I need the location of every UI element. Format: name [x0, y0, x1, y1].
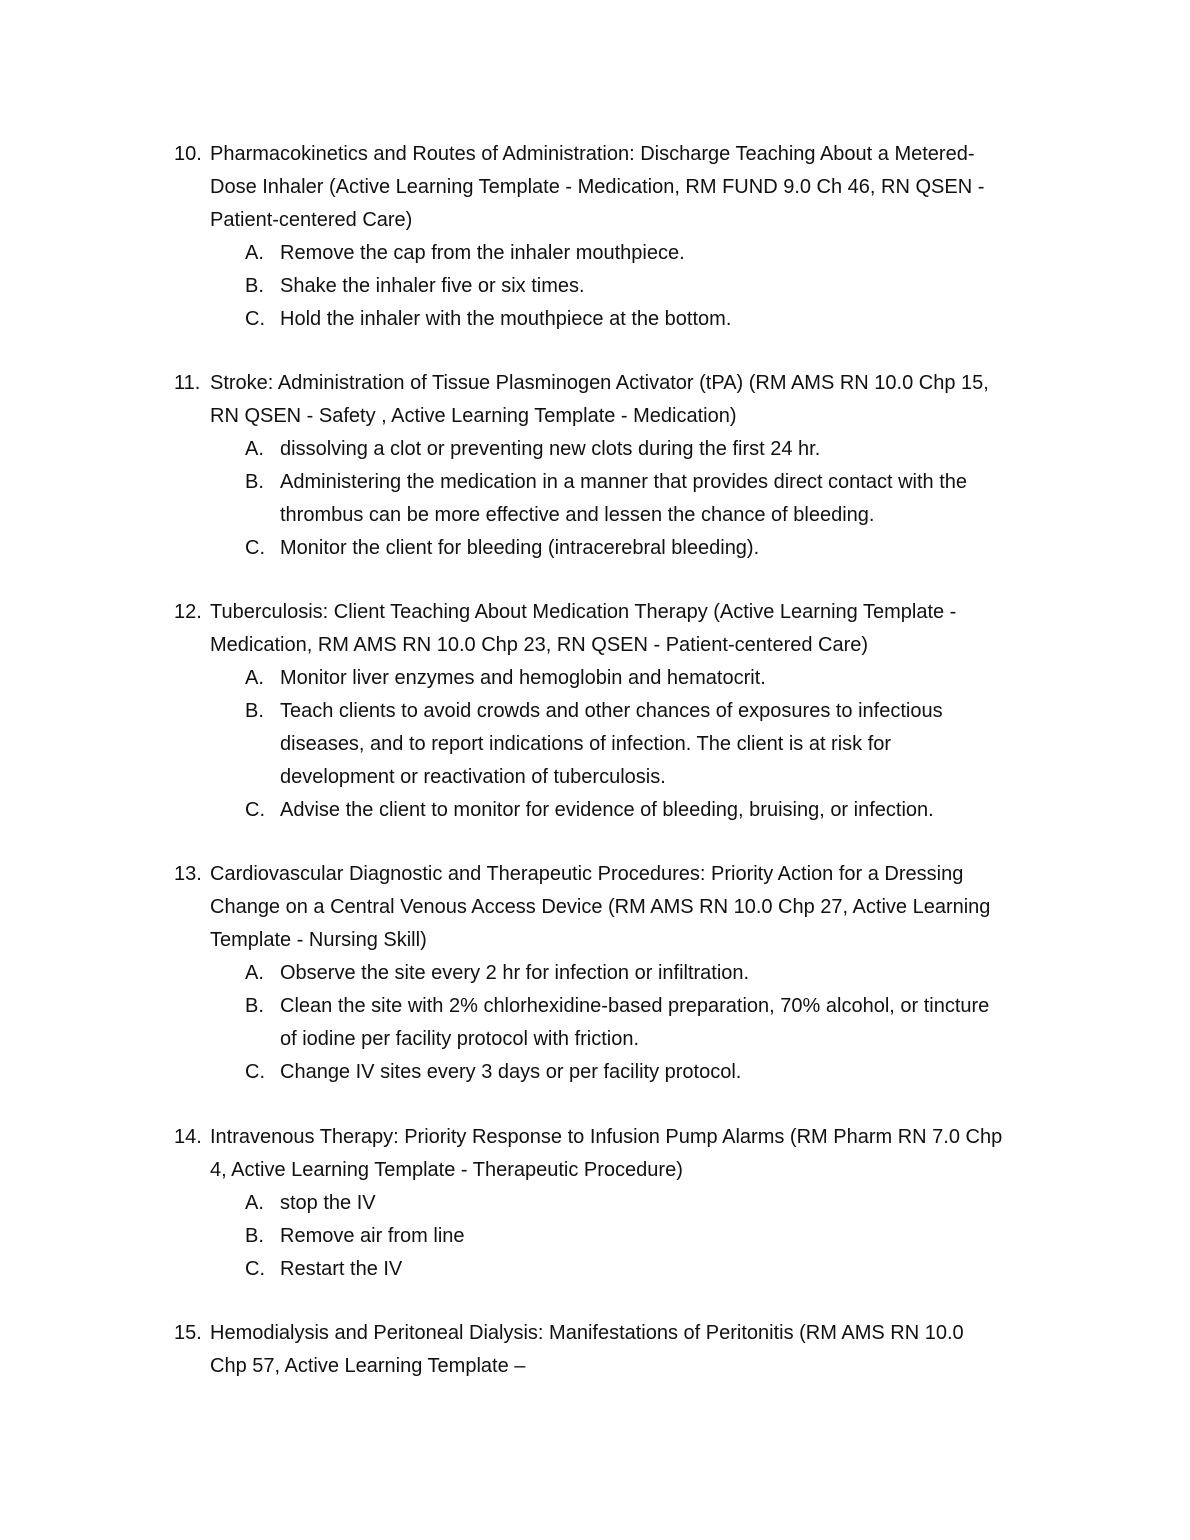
item-number: 10. — [174, 143, 202, 165]
sub-item-letter: C. — [245, 537, 265, 559]
sub-item-text: dissolving a clot or preventing new clots during the first 24 hr. — [280, 438, 821, 460]
item-number: 14. — [174, 1126, 202, 1148]
sub-item — [174, 237, 1074, 270]
item-title-line: Tuberculosis: Client Teaching About Medication Therapy (Active Learning Template - — [210, 601, 957, 623]
sub-item-letter: B. — [245, 700, 264, 722]
sub-item — [174, 532, 1074, 565]
sub-item-text: diseases, and to report indications of infection. The client is at risk for — [280, 733, 892, 755]
sub-item-letter: A. — [245, 667, 264, 689]
item-title-line: Change on a Central Venous Access Device (RM AMS RN 10.0 Chp 27, Active Learning — [210, 896, 991, 918]
item-title-line: Hemodialysis and Peritoneal Dialysis: Manifestations of Peritonitis (RM AMS RN 10.0 — [210, 1322, 964, 1344]
sub-item-text: Clean the site with 2% chlorhexidine-based preparation, 70% alcohol, or tincture — [280, 995, 990, 1017]
sub-item-text: Remove the cap from the inhaler mouthpiece. — [280, 242, 685, 264]
sub-item-text: Hold the inhaler with the mouthpiece at the bottom. — [280, 308, 732, 330]
sub-item — [174, 1220, 1074, 1253]
list-item-12 — [174, 596, 1074, 827]
sub-item-letter: A. — [245, 962, 264, 984]
sub-item — [174, 466, 1074, 499]
item-title-line: Stroke: Administration of Tissue Plasminogen Activator (tPA) (RM AMS RN 10.0 Chp 15, — [210, 372, 989, 394]
sub-item — [174, 695, 1074, 728]
sub-item-text: development or reactivation of tuberculosis. — [280, 766, 666, 788]
item-title-line: RN QSEN - Safety , Active Learning Template - Medication) — [210, 405, 737, 427]
sub-item — [174, 270, 1074, 303]
sub-item-letter: A. — [245, 242, 264, 264]
sub-item-letter: C. — [245, 308, 265, 330]
sub-item — [174, 957, 1074, 990]
sub-item-letter: B. — [245, 275, 264, 297]
item-title-line: Template - Nursing Skill) — [210, 929, 427, 951]
sub-item-text: Advise the client to monitor for evidence of bleeding, bruising, or infection. — [280, 799, 934, 821]
sub-item-text: Monitor the client for bleeding (intracerebral bleeding). — [280, 537, 760, 559]
item-title-line: 4, Active Learning Template - Therapeutic Procedure) — [210, 1159, 683, 1181]
sub-item-text: thrombus can be more effective and lessen the chance of bleeding. — [280, 504, 875, 526]
sub-item-letter: C. — [245, 1061, 265, 1083]
list-item-11 — [174, 367, 1074, 565]
sub-item-text: Restart the IV — [280, 1258, 403, 1280]
list-item-15 — [174, 1317, 1074, 1383]
sub-item-letter: B. — [245, 995, 264, 1017]
sub-item-letter: B. — [245, 1225, 264, 1247]
sub-item-letter: C. — [245, 799, 265, 821]
sub-item-text: Change IV sites every 3 days or per facility protocol. — [280, 1061, 742, 1083]
sub-item — [174, 1253, 1074, 1286]
sub-item-text: Monitor liver enzymes and hemoglobin and hematocrit. — [280, 667, 766, 689]
sub-item-text: stop the IV — [280, 1192, 376, 1214]
sub-item — [174, 794, 1074, 827]
item-title-line: Intravenous Therapy: Priority Response to Infusion Pump Alarms (RM Pharm RN 7.0 Chp — [210, 1126, 1003, 1148]
item-number: 13. — [174, 863, 202, 885]
sub-item — [174, 433, 1074, 466]
item-title-line: Medication, RM AMS RN 10.0 Chp 23, RN QSEN - Patient-centered Care) — [210, 634, 869, 656]
sub-item — [174, 1187, 1074, 1220]
sub-item-text: Observe the site every 2 hr for infection or infiltration. — [280, 962, 750, 984]
sub-item-text: of iodine per facility protocol with friction. — [280, 1028, 640, 1050]
item-title-line: Chp 57, Active Learning Template – — [210, 1355, 526, 1377]
sub-item-text: Remove air from line — [280, 1225, 465, 1247]
sub-item-text: Shake the inhaler five or six times. — [280, 275, 585, 297]
item-number: 12. — [174, 601, 202, 623]
list-item-10 — [174, 138, 1074, 336]
sub-item-letter: A. — [245, 438, 264, 460]
sub-item-text: Teach clients to avoid crowds and other chances of exposures to infectious — [280, 700, 943, 722]
item-number: 15. — [174, 1322, 202, 1344]
item-title-line: Dose Inhaler (Active Learning Template - Medication, RM FUND 9.0 Ch 46, RN QSEN - — [210, 176, 985, 198]
sub-item-letter: C. — [245, 1258, 265, 1280]
item-title-line: Cardiovascular Diagnostic and Therapeutic Procedures: Priority Action for a Dressing — [210, 863, 964, 885]
sub-item-text: Administering the medication in a manner that provides direct contact with the — [280, 471, 968, 493]
item-title-line: Patient-centered Care) — [210, 209, 413, 231]
sub-item — [174, 303, 1074, 336]
item-number: 11. — [174, 372, 201, 394]
sub-item — [174, 1056, 1074, 1089]
sub-item — [174, 990, 1074, 1023]
sub-item — [174, 662, 1074, 695]
item-title-line: Pharmacokinetics and Routes of Administration: Discharge Teaching About a Metered- — [210, 143, 975, 165]
list-item-13 — [174, 858, 1074, 1089]
sub-item-letter: B. — [245, 471, 264, 493]
sub-item-letter: A. — [245, 1192, 264, 1214]
list-item-14 — [174, 1121, 1074, 1286]
